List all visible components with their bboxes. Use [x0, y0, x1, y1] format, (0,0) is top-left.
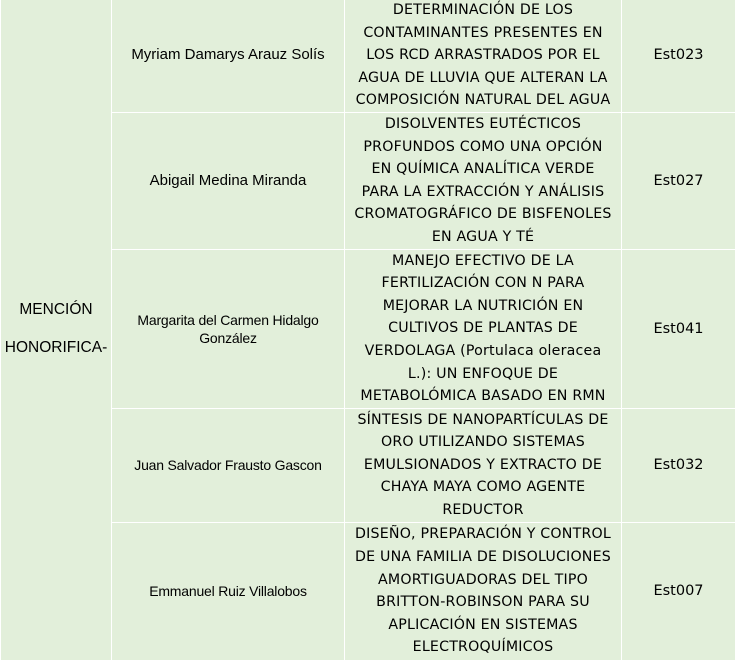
title-line: COMPOSICIÓN NATURAL DEL AGUA [348, 89, 618, 112]
title-line: ORO UTILIZANDO SISTEMAS [348, 431, 618, 454]
title-line: BRITTON-ROBINSON PARA SU [348, 591, 618, 614]
student-name: Margarita del Carmen Hidalgo González [112, 249, 345, 408]
project-title [345, 408, 622, 522]
table-row [1, 249, 735, 408]
title-line: PROFUNDOS COMO UNA OPCIÓN [348, 136, 618, 159]
student-name: Emmanuel Ruiz Villalobos [112, 522, 345, 660]
title-line: METABOLÓMICA BASADO EN RMN [348, 385, 618, 408]
title-line: CULTIVOS DE PLANTAS DE [348, 317, 618, 340]
title-line: REDUCTOR [348, 499, 618, 522]
title-line: EN AGUA Y TÉ [348, 226, 618, 249]
title-line: MANEJO EFECTIVO DE LA [348, 250, 618, 273]
table-row [1, 408, 735, 522]
title-line: APLICACIÓN EN SISTEMAS [348, 614, 618, 637]
project-title [345, 249, 622, 408]
title-line: DETERMINACIÓN DE LOS [348, 0, 618, 22]
title-line: DISOLVENTES EUTÉCTICOS [348, 113, 618, 136]
title-line: SÍNTESIS DE NANOPARTÍCULAS DE [348, 409, 618, 432]
project-code: Est041 [622, 249, 735, 408]
title-line: AMORTIGUADORAS DEL TIPO [348, 569, 618, 592]
title-line: ELECTROQUÍMICOS [348, 636, 618, 659]
title-line: CROMATOGRÁFICO DE BISFENOLES [348, 203, 618, 226]
project-title [345, 112, 622, 249]
title-line: AGUA DE LLUVIA QUE ALTERAN LA [348, 67, 618, 90]
table-row [1, 112, 735, 249]
title-line: L.): UN ENFOQUE DE [348, 363, 618, 386]
project-title [345, 0, 622, 112]
project-code: Est007 [622, 522, 735, 660]
title-line: LOS RCD ARRASTRADOS POR EL [348, 44, 618, 67]
student-name: Juan Salvador Frausto Gascon [112, 408, 345, 522]
title-line: DE UNA FAMILIA DE DISOLUCIONES [348, 546, 618, 569]
table-row [1, 0, 735, 112]
title-line: EMULSIONADOS Y EXTRACTO DE [348, 454, 618, 477]
title-line: CHAYA MAYA COMO AGENTE [348, 476, 618, 499]
category-line-1: MENCIÓN [1, 291, 111, 329]
title-line: PARA LA EXTRACCIÓN Y ANÁLISIS [348, 181, 618, 204]
table-row [1, 522, 735, 660]
title-line: EN QUÍMICA ANALÍTICA VERDE [348, 158, 618, 181]
project-code: Est027 [622, 112, 735, 249]
title-line: CONTAMINANTES PRESENTES EN [348, 22, 618, 45]
title-line: VERDOLAGA (Portulaca oleracea [348, 340, 618, 363]
student-name: Abigail Medina Miranda [112, 112, 345, 249]
student-name: Myriam Damarys Arauz Solís [112, 0, 345, 112]
project-code: Est023 [622, 0, 735, 112]
title-line: FERTILIZACIÓN CON N PARA [348, 272, 618, 295]
category-cell [1, 0, 112, 660]
title-line: DISEÑO, PREPARACIÓN Y CONTROL [348, 523, 618, 546]
title-line: MEJORAR LA NUTRICIÓN EN [348, 295, 618, 318]
project-code: Est032 [622, 408, 735, 522]
category-line-2: HONORIFICA- [1, 329, 111, 367]
project-title [345, 522, 622, 660]
